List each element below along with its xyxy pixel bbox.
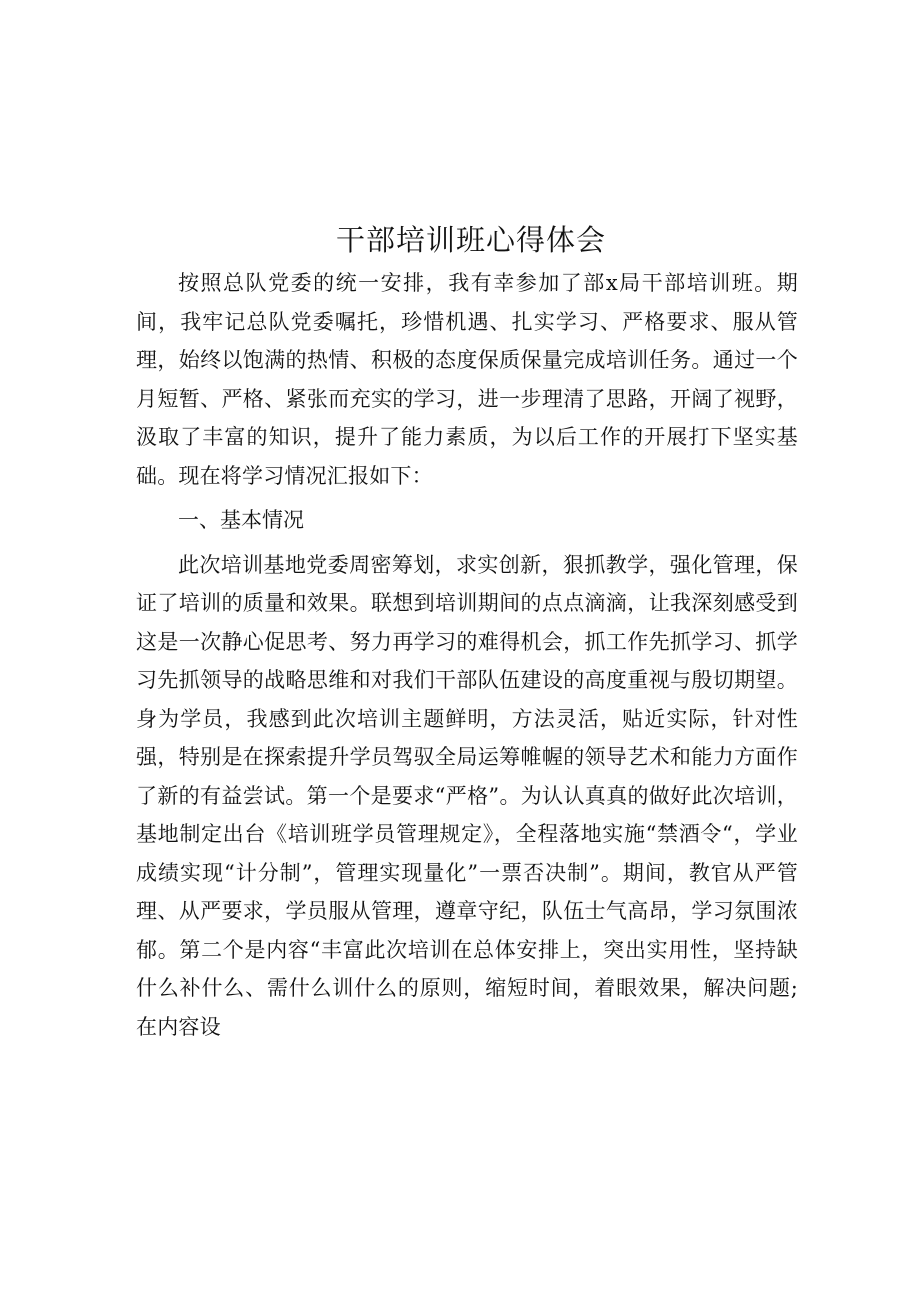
section-heading: 一、基本情况 — [178, 508, 304, 532]
intro-paragraph: 按照总队党委的统一安排，我有幸参加了部x局干部培训班。期间，我牢记总队党委嘱托，珍惜机遇、扎实学习、严格要求、服从管理，始终以饱满的热情、积极的态度保质保量完成培训任务。通过一个月短暂、严格、紧张而充实的学习，进一步理清了思路，开阔了视野，汲取了丰富的知识，提升了能力素质，为以后工作的开展打下坚实基础。现在将学习情况汇报如下： — [136, 271, 798, 488]
body-paragraph: 此次培训基地党委周密筹划，求实创新，狠抓教学，强化管理，保证了培训的质量和效果。联想到培训期间的点点滴滴，让我深刻感受到这是一次静心促思考、努力再学习的难得机会，抓工作先抓学习、抓学习先抓领导的战略思维和对我们干部队伍建设的高度重视与殷切期望。身为学员，我感到此次培训主题鲜明，方法灵活，贴近实际，针对性强，特别是在探索提升学员驾驭全局运筹帷幄的领导艺术和能力方面作了新的有益尝试。第一个是要求“严格”。为认认真真的做好此次培训，基地制定出台《培训班学员管理规定》，全程落地实施“禁酒令“，学业成绩实现“计分制”，管理实现量化”一票否决制”。期间，教官从严管理、从严要求，学员服从管理，遵章守纪，队伍士气高昂，学习氛围浓郁。第二个是内容“丰富此次培训在总体安排上，突出实用性，坚持缺什么补什么、需什么训什么的原则，缩短时间，着眼效果，解决问题;在内容设 — [136, 552, 798, 1039]
document-title: 干部培训班心得体会 — [335, 223, 606, 257]
